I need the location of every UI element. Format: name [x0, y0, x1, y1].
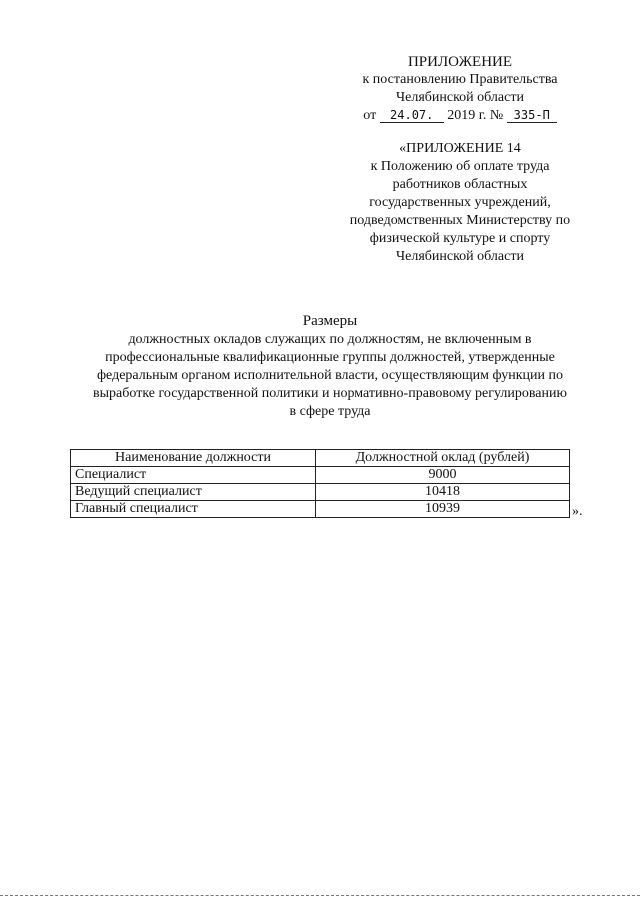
header-salary: Должностной оклад (рублей)	[316, 450, 570, 467]
appendix-14-line: к Положению об оплате труда	[370, 159, 550, 174]
appendix-line-1: к постановлению Правительства	[362, 72, 558, 87]
position-cell: Специалист	[71, 467, 316, 484]
appendix-14-line: подведомственных Министерству по	[349, 213, 571, 228]
appendix-14-line: физической культуре и спорту	[369, 231, 551, 246]
table-row	[71, 467, 570, 484]
position-cell: Ведущий специалист	[71, 484, 316, 501]
heading-line: должностных окладов служащих по должностям, не включенным в	[128, 332, 532, 347]
appendix-14-line: государственных учреждений,	[369, 195, 551, 210]
position-cell: Главный специалист	[71, 501, 316, 518]
salary-table	[70, 449, 570, 518]
appendix-title: ПРИЛОЖЕНИЕ	[407, 54, 513, 70]
heading-line: в сфере труда	[289, 404, 371, 419]
document-number: 335-П	[507, 108, 557, 123]
heading-line: выработке государственной политики и нормативно-правовому регулированию	[93, 386, 567, 401]
appendix-header	[330, 53, 590, 125]
page-bottom-divider	[0, 895, 640, 896]
appendix-14-line: работников областных	[392, 177, 528, 192]
table-row	[71, 501, 570, 518]
date-value: 24.07.	[380, 108, 444, 123]
appendix-date-line	[330, 107, 590, 125]
heading-title: Размеры	[302, 313, 358, 329]
document-heading	[60, 312, 600, 421]
table-header-row	[71, 450, 570, 467]
appendix-14-line: Челябинской области	[396, 249, 524, 264]
table-row	[71, 484, 570, 501]
salary-cell: 10939	[316, 501, 570, 518]
heading-line: федеральным органом исполнительной власти, осуществляющим функции по	[96, 368, 564, 383]
heading-line: профессиональные квалификационные группы должностей, утвержденные	[105, 350, 555, 365]
header-position: Наименование должности	[71, 450, 316, 467]
year-text: 2019 г. №	[447, 108, 504, 123]
appendix-14-title: «ПРИЛОЖЕНИЕ 14	[399, 141, 521, 156]
salary-cell: 10418	[316, 484, 570, 501]
closing-quote: ».	[572, 504, 583, 519]
date-prefix: от	[363, 108, 377, 123]
salary-cell: 9000	[316, 467, 570, 484]
appendix-line-2: Челябинской области	[396, 90, 524, 105]
appendix-14-header	[330, 140, 590, 266]
